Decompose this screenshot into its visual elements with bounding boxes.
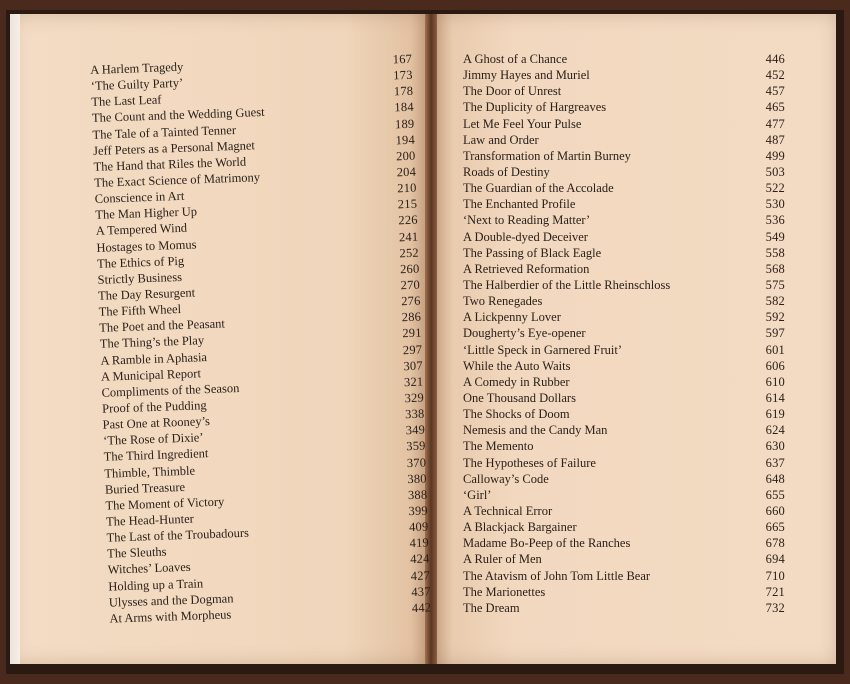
entry-page-number: 721 bbox=[765, 584, 785, 599]
entry-page-number: 452 bbox=[765, 68, 785, 83]
contents-entry bbox=[463, 487, 785, 503]
entry-page-number: 499 bbox=[765, 148, 785, 163]
entry-page-number: 446 bbox=[765, 52, 785, 66]
entry-title: ‘Little Speck in Garnered Fruit’ bbox=[463, 342, 622, 357]
contents-list-right bbox=[463, 51, 785, 616]
entry-page-number: 477 bbox=[765, 116, 785, 131]
contents-entry bbox=[463, 535, 785, 551]
entry-page-number: 575 bbox=[765, 277, 785, 292]
entry-page-number: 297 bbox=[402, 342, 423, 357]
entry-title: Holding up a Train bbox=[108, 575, 204, 594]
contents-entry bbox=[463, 132, 785, 148]
entry-title: Strictly Business bbox=[97, 269, 183, 287]
entry-page-number: 399 bbox=[408, 503, 429, 519]
entry-title: One Thousand Dollars bbox=[463, 390, 576, 405]
entry-title: The Man Higher Up bbox=[95, 204, 198, 223]
contents-entry bbox=[463, 212, 785, 228]
entry-page-number: 648 bbox=[765, 471, 785, 486]
entry-page-number: 437 bbox=[411, 584, 431, 599]
entry-page-number: 167 bbox=[392, 51, 413, 67]
entry-page-number: 307 bbox=[403, 358, 424, 373]
entry-title: ‘Girl’ bbox=[463, 487, 492, 502]
entry-title: The Hypotheses of Failure bbox=[463, 455, 596, 470]
entry-page-number: 610 bbox=[765, 374, 785, 389]
entry-title: Two Renegades bbox=[463, 294, 543, 309]
entry-page-number: 549 bbox=[765, 229, 785, 244]
entry-title: The Head-Hunter bbox=[105, 511, 195, 529]
entry-page-number: 442 bbox=[411, 600, 432, 615]
entry-title: The Moment of Victory bbox=[105, 494, 225, 513]
entry-title: Transformation of Martin Burney bbox=[463, 148, 631, 163]
entry-page-number: 530 bbox=[765, 197, 785, 212]
entry-title: A Double-dyed Deceiver bbox=[463, 229, 588, 244]
entry-title: The Count and the Wedding Guest bbox=[91, 105, 265, 126]
entry-title: The Exact Science of Matrimony bbox=[93, 170, 261, 190]
entry-title: A Municipal Report bbox=[100, 365, 202, 384]
entry-page-number: 210 bbox=[396, 180, 417, 196]
entry-page-number: 487 bbox=[765, 132, 785, 147]
entry-title: A Ruler of Men bbox=[463, 552, 542, 567]
entry-page-number: 465 bbox=[765, 100, 785, 115]
entry-title: A Technical Error bbox=[463, 503, 553, 518]
entry-title: A Ramble in Aphasia bbox=[100, 349, 208, 368]
entry-title: Dougherty’s Eye-opener bbox=[463, 326, 586, 341]
contents-entry bbox=[463, 600, 785, 616]
entry-page-number: 601 bbox=[765, 342, 785, 357]
entry-page-number: 660 bbox=[765, 503, 785, 518]
entry-title: The Third Ingredient bbox=[103, 446, 209, 465]
contents-entry bbox=[463, 164, 785, 180]
entry-page-number: 558 bbox=[765, 245, 785, 260]
entry-title: Nemesis and the Candy Man bbox=[463, 423, 608, 438]
entry-title: Buried Treasure bbox=[104, 479, 186, 497]
contents-entry bbox=[463, 438, 785, 454]
entry-title: The Hand that Riles the World bbox=[93, 154, 247, 174]
entry-page-number: 522 bbox=[765, 181, 785, 196]
entry-title: Hostages to Momus bbox=[96, 236, 197, 255]
entry-page-number: 637 bbox=[765, 455, 785, 470]
entry-title: While the Auto Waits bbox=[463, 358, 571, 373]
contents-entry bbox=[463, 261, 785, 277]
entry-page-number: 349 bbox=[405, 422, 426, 438]
entry-page-number: 409 bbox=[408, 519, 429, 535]
entry-page-number: 614 bbox=[765, 390, 785, 405]
entry-title: ‘Next to Reading Matter’ bbox=[463, 213, 591, 228]
entry-title: The Thing’s the Play bbox=[99, 333, 205, 352]
entry-page-number: 655 bbox=[765, 487, 785, 502]
entry-title: The Sleuths bbox=[106, 544, 167, 561]
contents-entry bbox=[463, 309, 785, 325]
entry-page-number: 624 bbox=[765, 423, 785, 438]
entry-page-number: 370 bbox=[406, 455, 427, 470]
entry-page-number: 276 bbox=[400, 293, 421, 309]
contents-entry bbox=[463, 519, 785, 535]
entry-title: Past One at Rooney’s bbox=[102, 414, 211, 432]
entry-page-number: 606 bbox=[765, 358, 785, 373]
entry-title: Madame Bo-Peep of the Ranches bbox=[463, 536, 631, 551]
entry-title: The Door of Unrest bbox=[463, 84, 562, 99]
entry-title: Conscience in Art bbox=[94, 188, 185, 207]
contents-entry bbox=[463, 196, 785, 212]
entry-page-number: 260 bbox=[399, 261, 420, 277]
contents-entry bbox=[463, 471, 785, 487]
contents-entry bbox=[463, 229, 785, 245]
entry-title: A Tempered Wind bbox=[95, 221, 188, 239]
entry-page-number: 226 bbox=[398, 213, 418, 228]
entry-title: The Day Resurgent bbox=[97, 285, 196, 303]
contents-entry bbox=[463, 293, 785, 309]
contents-entry bbox=[463, 358, 785, 374]
entry-title: Proof of the Pudding bbox=[101, 398, 207, 416]
entry-page-number: 286 bbox=[401, 309, 422, 325]
entry-title: Compliments of the Season bbox=[101, 380, 240, 400]
contents-list-left bbox=[90, 51, 432, 627]
entry-page-number: 732 bbox=[765, 600, 785, 615]
entry-page-number: 424 bbox=[409, 551, 430, 567]
contents-entry bbox=[463, 83, 785, 99]
entry-page-number: 388 bbox=[407, 487, 428, 502]
entry-title: A Comedy in Rubber bbox=[463, 374, 570, 389]
entry-page-number: 457 bbox=[765, 84, 785, 99]
entry-title: The Enchanted Profile bbox=[463, 197, 576, 212]
entry-page-number: 597 bbox=[765, 326, 785, 341]
entry-title: A Retrieved Reformation bbox=[463, 261, 590, 276]
contents-entry bbox=[463, 116, 785, 132]
contents-entry bbox=[463, 390, 785, 406]
entry-page-number: 241 bbox=[398, 229, 419, 244]
contents-entry bbox=[463, 584, 785, 600]
entry-title: Jimmy Hayes and Muriel bbox=[463, 68, 590, 83]
contents-entry bbox=[463, 374, 785, 390]
contents-entry bbox=[463, 148, 785, 164]
entry-page-number: 536 bbox=[765, 213, 785, 228]
entry-title: The Shocks of Doom bbox=[463, 407, 570, 422]
entry-title: Jeff Peters as a Personal Magnet bbox=[92, 138, 256, 158]
entry-page-number: 710 bbox=[765, 568, 785, 583]
entry-title: Witches’ Loaves bbox=[107, 560, 191, 578]
entry-page-number: 189 bbox=[394, 116, 415, 131]
entry-title: ‘The Rose of Dixie’ bbox=[102, 430, 204, 448]
entry-page-number: 694 bbox=[765, 552, 785, 567]
entry-title: The Last of the Troubadours bbox=[106, 525, 250, 545]
entry-page-number: 321 bbox=[403, 374, 424, 390]
entry-page-number: 184 bbox=[394, 100, 415, 115]
entry-page-number: 419 bbox=[409, 535, 430, 551]
entry-page-number: 204 bbox=[396, 164, 417, 180]
entry-page-number: 178 bbox=[393, 84, 414, 99]
entry-page-number: 592 bbox=[765, 310, 785, 325]
entry-page-number: 200 bbox=[395, 148, 416, 164]
entry-page-number: 678 bbox=[765, 536, 785, 551]
entry-title: The Poet and the Peasant bbox=[99, 316, 226, 336]
entry-title: Roads of Destiny bbox=[463, 164, 550, 179]
entry-page-number: 619 bbox=[765, 407, 785, 422]
entry-title: Thimble, Thimble bbox=[104, 463, 196, 481]
contents-entry bbox=[463, 180, 785, 196]
contents-entry bbox=[463, 277, 785, 293]
entry-page-number: 630 bbox=[765, 439, 785, 454]
contents-entry bbox=[463, 67, 785, 83]
contents-entry bbox=[463, 422, 785, 438]
entry-page-number: 329 bbox=[404, 390, 425, 406]
entry-page-number: 380 bbox=[407, 471, 427, 486]
entry-title: ‘The Guilty Party’ bbox=[90, 75, 184, 94]
entry-title: The Fifth Wheel bbox=[98, 302, 182, 319]
entry-title: The Halberdier of the Little Rheinschloss bbox=[463, 277, 671, 292]
entry-title: The Tale of a Tainted Tenner bbox=[92, 122, 237, 142]
entry-page-number: 568 bbox=[765, 261, 785, 276]
contents-entry bbox=[463, 342, 785, 358]
contents-entry bbox=[463, 503, 785, 519]
contents-entry bbox=[463, 406, 785, 422]
entry-title: The Memento bbox=[463, 439, 534, 454]
contents-entry bbox=[463, 455, 785, 471]
page-fore-edge bbox=[10, 14, 20, 664]
entry-page-number: 359 bbox=[406, 438, 426, 454]
contents-entry bbox=[463, 568, 785, 584]
entry-title: The Atavism of John Tom Little Bear bbox=[463, 568, 651, 583]
entry-title: Let Me Feel Your Pulse bbox=[463, 116, 582, 131]
entry-title: The Ethics of Pig bbox=[96, 253, 185, 271]
contents-entry bbox=[463, 51, 785, 67]
entry-page-number: 503 bbox=[765, 164, 785, 179]
entry-title: A Harlem Tragedy bbox=[90, 59, 184, 77]
entry-title: At Arms with Morpheus bbox=[109, 607, 232, 626]
entry-title: The Guardian of the Accolade bbox=[463, 181, 614, 196]
entry-title: A Ghost of a Chance bbox=[463, 52, 568, 66]
entry-title: A Blackjack Bargainer bbox=[463, 520, 577, 535]
entry-title: A Lickpenny Lover bbox=[463, 310, 561, 325]
entry-page-number: 173 bbox=[393, 67, 413, 83]
entry-title: The Duplicity of Hargreaves bbox=[463, 100, 607, 115]
entry-title: The Last Leaf bbox=[91, 92, 162, 110]
entry-page-number: 427 bbox=[410, 567, 431, 583]
entry-page-number: 252 bbox=[399, 245, 420, 260]
entry-page-number: 215 bbox=[397, 196, 418, 212]
contents-entry bbox=[463, 245, 785, 261]
contents-entry bbox=[463, 325, 785, 341]
entry-page-number: 582 bbox=[765, 294, 785, 309]
entry-page-number: 665 bbox=[765, 520, 785, 535]
entry-page-number: 291 bbox=[402, 325, 422, 341]
entry-title: Calloway’s Code bbox=[463, 471, 549, 486]
contents-entry bbox=[463, 99, 785, 115]
entry-title: The Marionettes bbox=[463, 584, 546, 599]
entry-page-number: 194 bbox=[395, 132, 416, 148]
entry-title: The Passing of Black Eagle bbox=[463, 245, 602, 260]
entry-page-number: 270 bbox=[400, 277, 421, 293]
contents-entry bbox=[463, 551, 785, 567]
entry-title: Law and Order bbox=[463, 132, 539, 147]
entry-title: The Dream bbox=[463, 600, 520, 615]
entry-page-number: 338 bbox=[404, 406, 425, 422]
entry-title: Ulysses and the Dogman bbox=[108, 590, 234, 610]
